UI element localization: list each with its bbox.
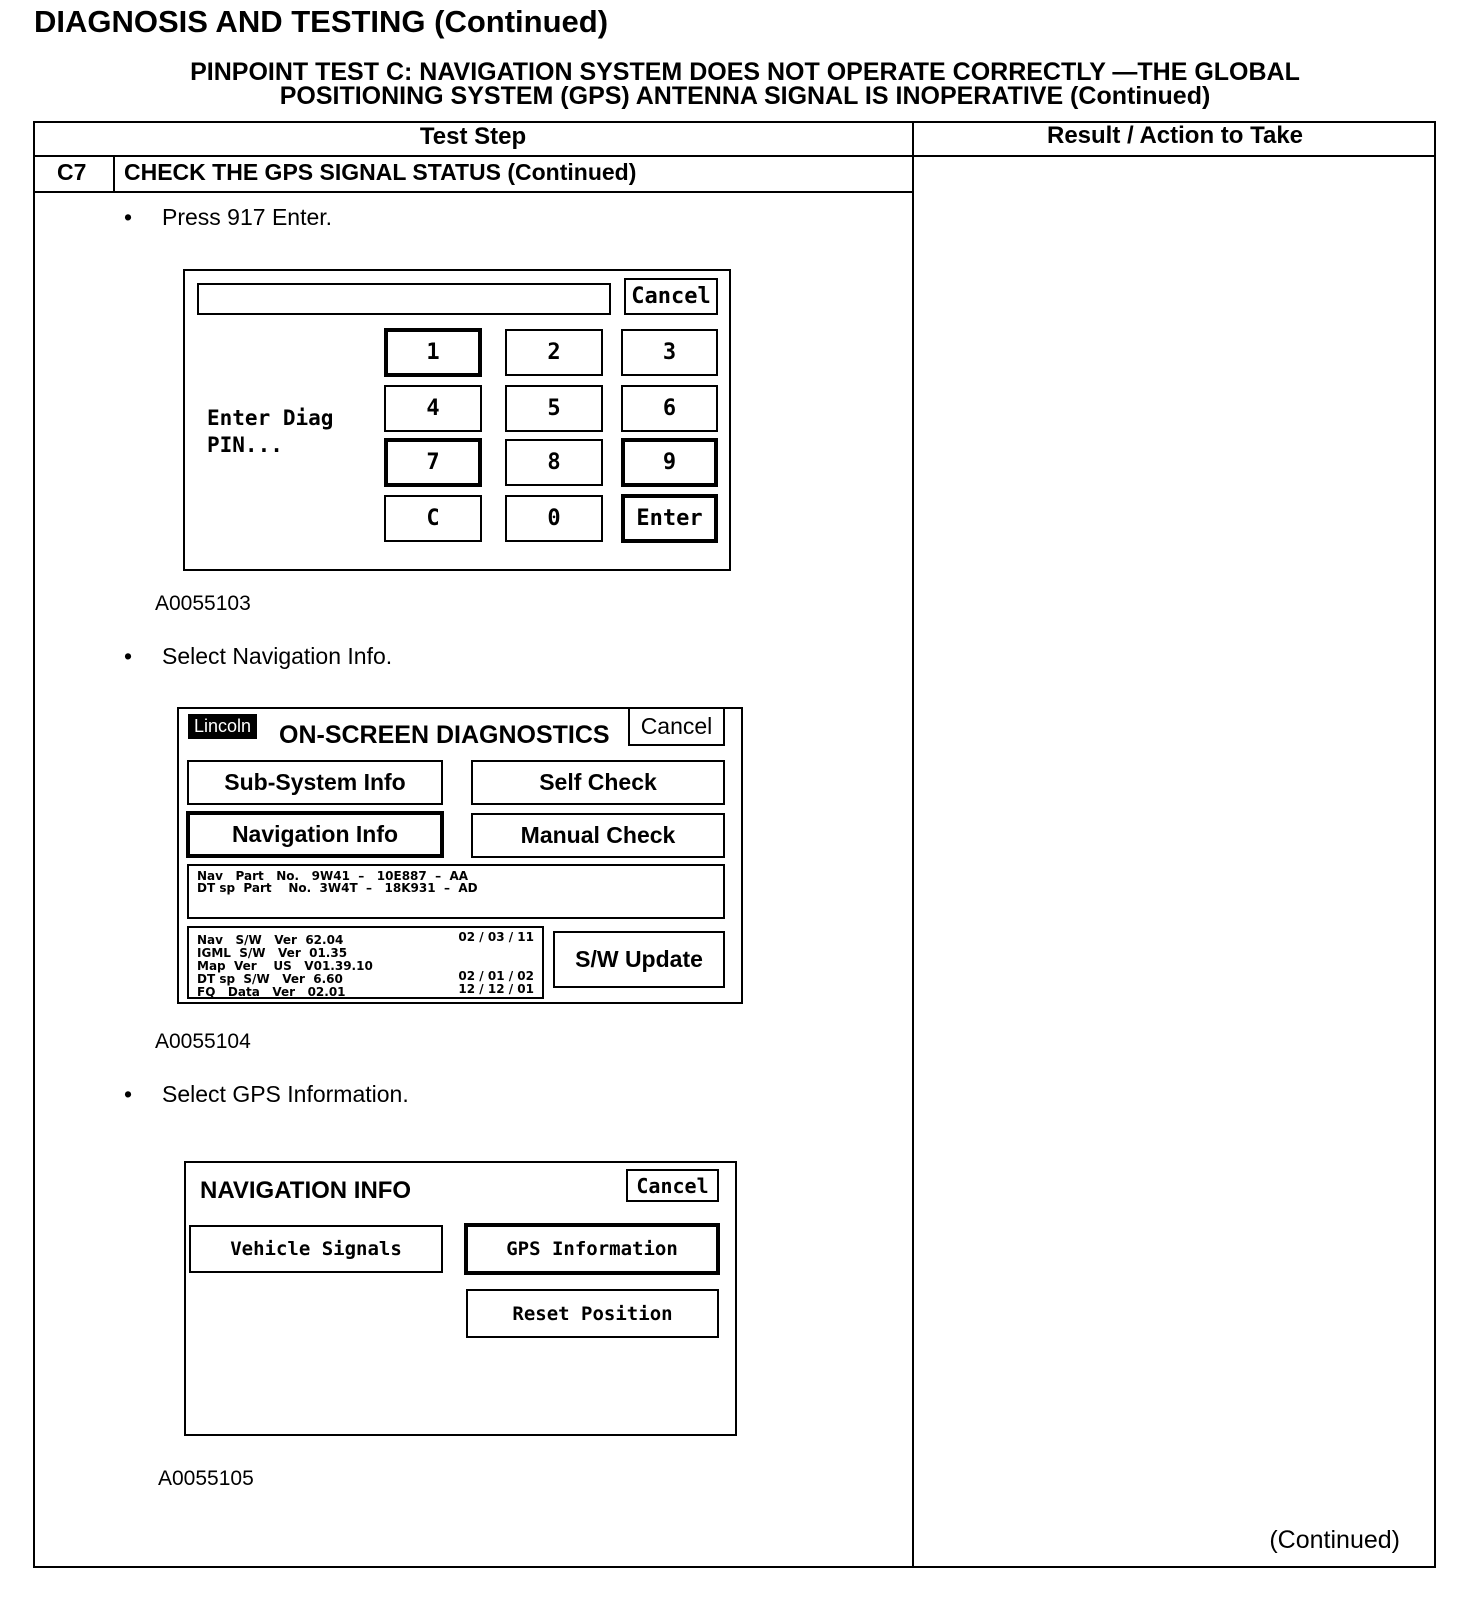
- step-instruction-3: [124, 1081, 409, 1108]
- part-number-box: [187, 864, 725, 919]
- software-version-box: [187, 926, 544, 999]
- key-5[interactable]: 5: [505, 385, 603, 432]
- key-3[interactable]: 3: [621, 329, 718, 376]
- step-instruction-2: [124, 643, 392, 670]
- step-id: C7: [57, 159, 87, 185]
- key-2[interactable]: 2: [505, 329, 603, 376]
- pin-entry-field[interactable]: [197, 283, 611, 315]
- pinpoint-test-title-line2: POSITIONING SYSTEM (GPS) ANTENNA SIGNAL IS INOPERATIVE (Continued): [279, 82, 1211, 110]
- vehicle-signals-button[interactable]: Vehicle Signals: [189, 1225, 443, 1273]
- key-9[interactable]: 9: [621, 438, 718, 487]
- key-0[interactable]: 0: [505, 495, 603, 542]
- version-row: Map Ver US V01.39.10: [197, 959, 373, 973]
- lincoln-logo: Lincoln: [188, 714, 257, 739]
- on-screen-diagnostics-screen: [177, 707, 743, 1004]
- sub-system-info-button[interactable]: Sub-System Info: [187, 760, 443, 805]
- gps-information-button[interactable]: GPS Information: [464, 1223, 720, 1275]
- version-row: IGML S/W Ver 01.35: [197, 946, 348, 960]
- navigation-info-button[interactable]: Navigation Info: [186, 811, 444, 858]
- version-row: Nav S/W Ver 62.04 02 / 03 / 11: [197, 930, 534, 947]
- navigation-info-screen: [184, 1161, 737, 1436]
- step-id-divider: [113, 155, 115, 192]
- cancel-button[interactable]: Cancel: [628, 707, 725, 746]
- sw-update-button[interactable]: S/W Update: [553, 931, 725, 988]
- part-number-row: Nav Part No. 9W41 – 10E887 – AA: [197, 869, 469, 883]
- bullet-icon: •: [124, 1081, 133, 1107]
- cancel-button[interactable]: Cancel: [624, 278, 718, 315]
- key-enter[interactable]: Enter: [621, 494, 718, 543]
- key-7[interactable]: 7: [384, 438, 482, 487]
- figure-id-2: A0055104: [155, 1030, 251, 1053]
- header-divider: [33, 155, 1436, 157]
- pin-keypad-screen: [183, 269, 731, 571]
- manual-check-button[interactable]: Manual Check: [471, 813, 725, 858]
- bullet-icon: •: [124, 204, 133, 230]
- key-4[interactable]: 4: [384, 385, 482, 432]
- figure-id-3: A0055105: [158, 1467, 254, 1490]
- cancel-button[interactable]: Cancel: [626, 1169, 719, 1202]
- column-header-result: Result / Action to Take: [1046, 122, 1304, 149]
- instruction-text: Select Navigation Info.: [162, 643, 393, 669]
- figure-id-1: A0055103: [155, 592, 251, 615]
- key-8[interactable]: 8: [505, 439, 603, 486]
- reset-position-button[interactable]: Reset Position: [466, 1289, 719, 1338]
- navigation-info-title: NAVIGATION INFO: [200, 1177, 412, 1204]
- step-title-divider: [33, 191, 913, 193]
- diagnostics-title: ON-SCREEN DIAGNOSTICS: [279, 721, 610, 749]
- page-title: DIAGNOSIS AND TESTING (Continued): [34, 4, 609, 39]
- column-header-test-step: Test Step: [419, 123, 527, 150]
- version-row: DT sp S/W Ver 6.60 02 / 01 / 02: [197, 969, 534, 986]
- step-instruction-1: [124, 204, 332, 231]
- continued-note: (Continued): [1269, 1526, 1400, 1554]
- bullet-icon: •: [124, 643, 133, 669]
- step-title: CHECK THE GPS SIGNAL STATUS (Continued): [124, 159, 637, 185]
- key-1[interactable]: 1: [384, 328, 482, 377]
- key-clear[interactable]: C: [384, 495, 482, 542]
- pin-prompt: Enter Diag PIN...: [207, 406, 334, 457]
- part-number-row: DT sp Part No. 3W4T – 18K931 – AD: [197, 881, 478, 895]
- version-row: FQ Data Ver 02.01 12 / 12 / 01: [197, 982, 534, 999]
- self-check-button[interactable]: Self Check: [471, 760, 725, 805]
- instruction-text: Select GPS Information.: [162, 1081, 409, 1107]
- pinpoint-test-title-line1: PINPOINT TEST C: NAVIGATION SYSTEM DOES NOT OPERATE CORRECTLY —THE GLOBAL: [190, 58, 1300, 86]
- key-6[interactable]: 6: [621, 385, 718, 432]
- instruction-text: Press 917 Enter.: [162, 204, 333, 230]
- column-divider: [912, 121, 914, 1568]
